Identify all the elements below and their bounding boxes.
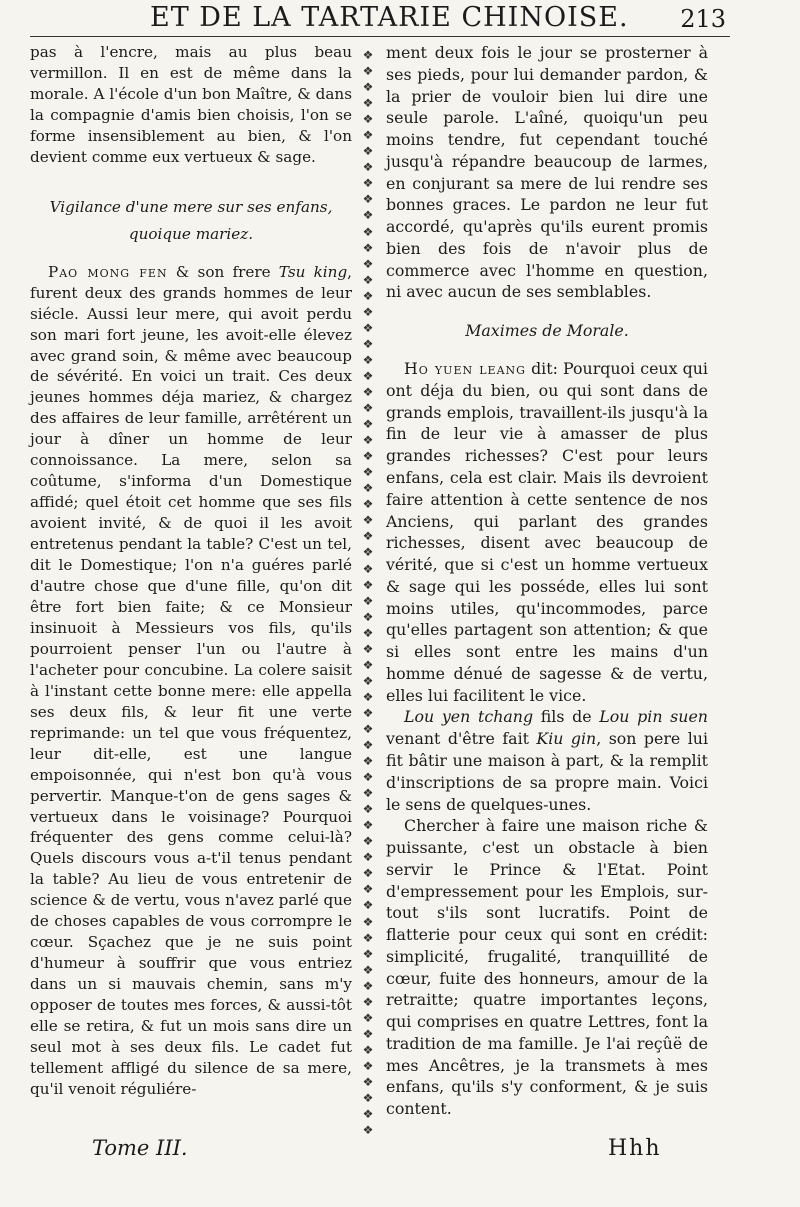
ornament-icon: ❖ — [362, 850, 374, 865]
ornament-icon: ❖ — [362, 770, 374, 785]
ornament-icon: ❖ — [362, 914, 374, 929]
ornament-icon: ❖ — [362, 1010, 374, 1025]
ornament-icon: ❖ — [362, 1058, 374, 1073]
ornament-icon: ❖ — [362, 705, 374, 720]
right-section-heading: Maximes de Morale. — [465, 321, 629, 341]
right-column — [386, 42, 708, 1120]
ornament-icon: ❖ — [362, 192, 374, 207]
running-header — [0, 2, 800, 36]
ornament-icon: ❖ — [362, 978, 374, 993]
ornament-icon: ❖ — [362, 994, 374, 1009]
ornament-icon: ❖ — [362, 930, 374, 945]
ornament-icon: ❖ — [362, 609, 374, 624]
ornament-icon: ❖ — [362, 368, 374, 383]
ornament-icon: ❖ — [362, 433, 374, 448]
ornament-icon: ❖ — [362, 641, 374, 656]
ornament-icon: ❖ — [362, 497, 374, 512]
signature-mark: Hhh — [608, 1136, 662, 1161]
ornament-icon: ❖ — [362, 946, 374, 961]
ornament-icon: ❖ — [362, 1091, 374, 1106]
right-paragraph-4: Chercher à faire une maison riche & puissante, c'est un obstacle à bien servir le Prince & l'Etat. Point d'empressement pour les Emplois, sur-tout s'ils sont lucratifs. Point de flatterie pour ceux qui sont en crédit: simplicité, frugalité, tranquillité de cœur, fuite des honneurs, amour de la retraitte; quatre importantes leçons, qui comprises en quatre Lettres, font la tradition de ma famille. Je l'ai reçûë de mes Ancêtres, je la transmets à mes enfans, qu'ils s'y conforment, & je suis content. — [386, 816, 708, 1119]
title-term: Kiu gin — [536, 729, 597, 749]
ornament-icon: ❖ — [362, 80, 374, 95]
person-name: Pao mong fen — [48, 262, 168, 281]
page-footer — [0, 1136, 800, 1176]
ornament-icon: ❖ — [362, 786, 374, 801]
ornament-icon: ❖ — [362, 1123, 374, 1138]
column-divider — [358, 48, 378, 1138]
text-span: & son frere — [167, 262, 279, 281]
right-paragraph-3 — [386, 706, 708, 815]
left-section-heading: Vigilance d'une mere sur ses enfans, quoique mariez. — [49, 197, 333, 243]
ornament-icon: ❖ — [362, 545, 374, 560]
ornament-icon: ❖ — [362, 866, 374, 881]
ornament-icon: ❖ — [362, 689, 374, 704]
ornament-icon: ❖ — [362, 577, 374, 592]
ornament-icon: ❖ — [362, 962, 374, 977]
ornament-icon: ❖ — [362, 1075, 374, 1089]
person-name: Lou pin suen — [599, 707, 708, 727]
ornament-icon: ❖ — [362, 401, 374, 416]
text-span: , furent deux des grands hommes de leur siécle. Aussi leur mere, qui avoit perdu son mari fort jeune, les avoit-elle élevez avec grand soin, & même avec beaucoup de sévérité. En voici un trait. Ces deux jeunes hommes déja mariez, & chargez des affaires de leur famille, arrêtérent un jour à dîner un homme de leur connoissance. La mere, selon sa coûtume, s'informa d'un Domestique affidé; quel étoit cet homme que ses fils avoient invité, & de quoi il les avoit entretenus pendant la table? C'est un tel, dit le Domestique; l'on n'a guéres parlé d'autre chose que d'une fille, qu'on dit être fort bien faite; & ce Monsieur insinuoit à Messieurs vos fils, qu'ils pourroient penser l'un ou l'autre à l'acheter pour concubine. La colere saisit à l'instant cette bonne mere: elle appella ses deux fils, & leur fit une verte reprimande: un tel que vous fréquentez, leur dit-elle, est une langue empoisonnée, qui n'est bon qu'à vous pervertir. Manque-t'on de gens sages & vertueux dans le voisinage? Pourquoi fréquenter des gens comme celui-là? Quels discours vous a-t'il tenus pendant la table? Au lieu de vous entretenir de science & de vertu, vous n'avez parlé que de choses capables de vous corrompre le cœur. Sçachez que je ne suis point d'humeur à souffrir que vous entriez dans un si mauvais chemin, sans m'y opposer de toutes mes forces, & aussi-tôt elle se retira, & fut un mois sans dire un seul mot à ses deux fils. Le cadet fut tellement affligé du silence de sa mere, qu'il venoit réguliére- — [30, 262, 352, 1098]
left-column — [30, 42, 352, 1100]
ornament-icon: ❖ — [362, 256, 374, 271]
ornament-icon: ❖ — [362, 802, 374, 817]
ornament-icon: ❖ — [362, 465, 374, 480]
ornament-icon: ❖ — [362, 593, 374, 608]
ornament-icon: ❖ — [362, 272, 374, 287]
ornament-icon: ❖ — [362, 64, 374, 79]
volume-label: Tome III. — [92, 1136, 188, 1160]
ornament-icon: ❖ — [362, 144, 374, 159]
ornament-icon: ❖ — [362, 336, 374, 351]
ornament-icon: ❖ — [362, 882, 374, 897]
ornament-icon: ❖ — [362, 288, 374, 303]
ornament-icon: ❖ — [362, 481, 374, 496]
ornament-icon: ❖ — [362, 304, 374, 319]
text-span: dit: Pourquoi ceux qui ont déja du bien, ou qui sont dans de grands emplois, travaillent-ils jusqu'à la fin de leur vie à amasser de plus grandes richesses? C'est pour leurs enfans, cela est clair. Mais ils devroient faire attention à cette sentence de nos Anciens, qui parlant des grandes richesses, disent avec beaucoup de vérité, que si c'est un homme vertueux & sage qui les posséde, elles lui sont moins utiles, qu'incommodes, parce qu'elles partagent son attention; & que si elles sont entre les mains d'un homme dénué de sagesse & de vertu, elles lui facilitent le vice. — [386, 359, 708, 705]
ornament-icon: ❖ — [362, 625, 374, 640]
text-span: , son pere lui fit bâtir une maison à part, & la remplit d'inscriptions de sa propre main. Voici le sens de quelques-unes. — [386, 729, 709, 814]
ornament-icon: ❖ — [362, 721, 374, 736]
ornament-icon: ❖ — [362, 96, 374, 111]
ornament-icon: ❖ — [362, 738, 374, 753]
ornament-icon: ❖ — [362, 834, 374, 849]
ornament-icon: ❖ — [362, 449, 374, 464]
ornament-icon: ❖ — [362, 240, 374, 255]
ornament-icon: ❖ — [362, 48, 374, 62]
ornament-icon: ❖ — [362, 128, 374, 143]
person-name: Ho yuen leang — [404, 359, 526, 379]
person-name: Tsu king — [278, 262, 348, 281]
ornament-icon: ❖ — [362, 513, 374, 528]
page-number: 213 — [680, 5, 726, 33]
ornament-icon: ❖ — [362, 898, 374, 913]
ornament-icon: ❖ — [362, 657, 374, 672]
right-paragraph-1: ment deux fois le jour se prosterner à ses pieds, pour lui demander pardon, & la prier de vouloir bien lui dire une seule parole. L'aîné, quoiqu'un peu moins tendre, fut cependant touché jusqu'à répandre beaucoup de larmes, en conjurant sa mere de lui rendre ses bonnes graces. Le pardon ne leur fut accordé, qu'après qu'ils eurent promis bien des fois de n'avoir plus de commerce avec l'homme en question, ni avec aucun de ses semblables. — [386, 43, 708, 302]
ornament-icon: ❖ — [362, 352, 374, 367]
person-name: Lou yen tchang — [404, 707, 534, 727]
header-rule — [30, 36, 730, 37]
ornament-icon: ❖ — [362, 818, 374, 833]
ornament-icon: ❖ — [362, 176, 374, 191]
ornament-icon: ❖ — [362, 1042, 374, 1057]
ornament-icon: ❖ — [362, 160, 374, 175]
ornament-icon: ❖ — [362, 529, 374, 544]
ornament-icon: ❖ — [362, 561, 374, 576]
left-paragraph-2 — [30, 262, 352, 1100]
ornament-icon: ❖ — [362, 112, 374, 127]
ornament-icon: ❖ — [362, 224, 374, 239]
left-paragraph-1: pas à l'encre, mais au plus beau vermillon. Il en est de même dans la morale. A l'école d'un bon Maître, & dans la compagnie d'amis bien choisis, l'on se forme insensiblement au bien, & l'on devient comme eux vertueux & sage. — [30, 43, 352, 166]
ornament-icon: ❖ — [362, 673, 374, 688]
text-span: venant d'être fait — [386, 729, 537, 749]
ornament-icon: ❖ — [362, 754, 374, 769]
ornament-icon: ❖ — [362, 1107, 374, 1122]
ornament-icon: ❖ — [362, 208, 374, 223]
ornament-icon: ❖ — [362, 417, 374, 432]
page-title: ET DE LA TARTARIE CHINOISE. — [150, 2, 629, 33]
ornament-icon: ❖ — [362, 384, 374, 399]
right-paragraph-2 — [386, 358, 708, 706]
text-span: fils de — [533, 707, 600, 727]
ornament-icon: ❖ — [362, 1026, 374, 1041]
ornament-icon: ❖ — [362, 320, 374, 335]
